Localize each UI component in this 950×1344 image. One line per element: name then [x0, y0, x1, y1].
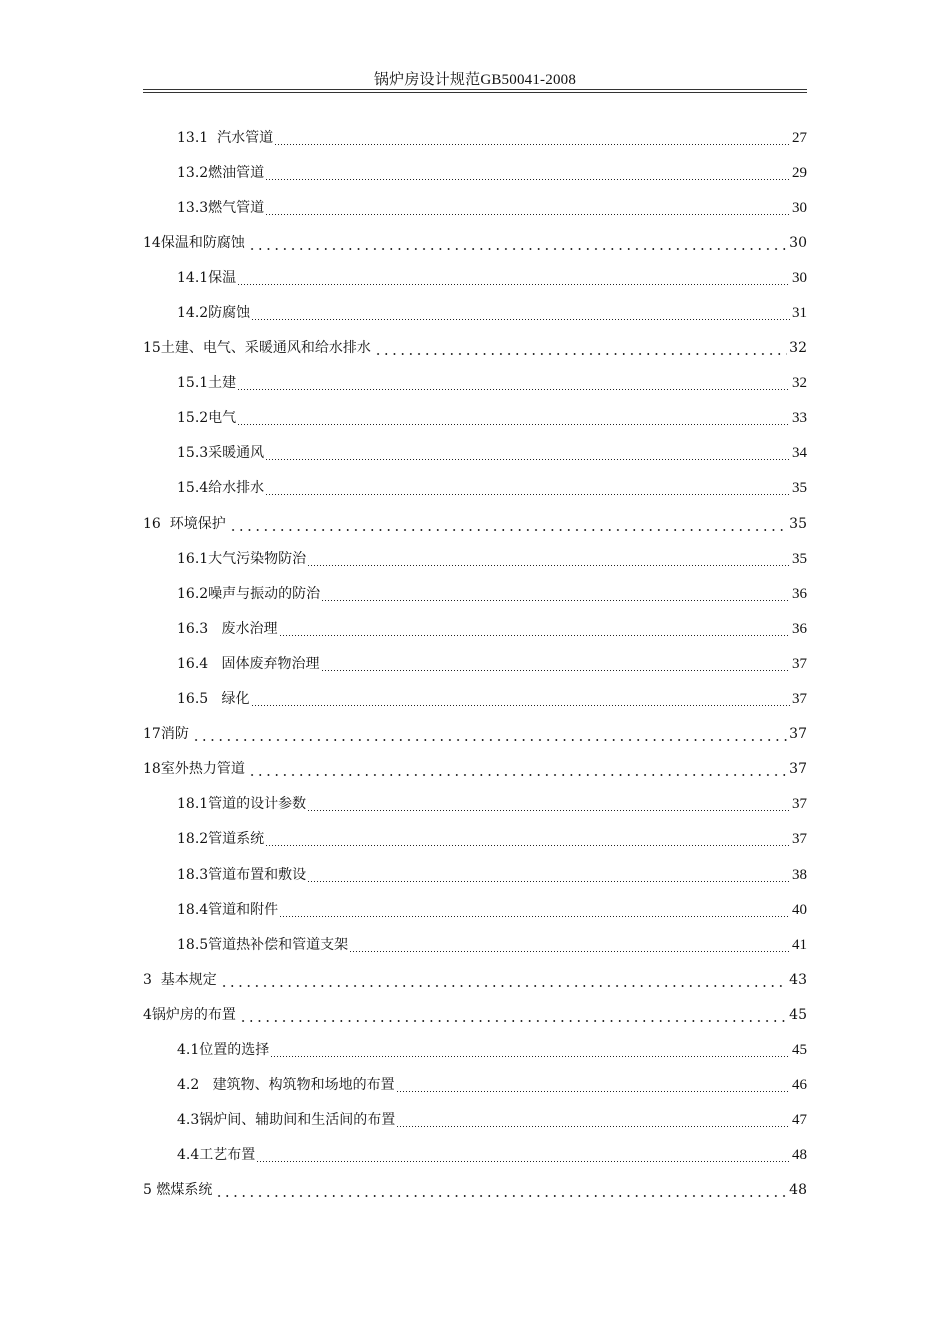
toc-entry-page-number: 40	[792, 901, 807, 918]
toc-entry-title: 13.1 汽水管道	[177, 129, 274, 146]
toc-entry-page-number: 35	[789, 515, 807, 532]
toc-section-entry[interactable]	[143, 1068, 807, 1103]
toc-entry-page-number: 27	[792, 129, 807, 146]
toc-entry-title: 18.3管道布置和敷设	[177, 866, 307, 883]
toc-entry-title: 4.3锅炉间、辅助间和生活间的布置	[177, 1112, 396, 1129]
toc-entry-page-number: 37	[789, 761, 807, 778]
toc-entry-page-number: 35	[792, 550, 807, 567]
toc-entry-title: 18室外热力管道	[143, 761, 245, 778]
toc-chapter-entry[interactable]	[143, 225, 807, 260]
toc-entry-page-number: 30	[789, 234, 807, 251]
toc-dot-leader	[372, 338, 787, 358]
toc-entry-title: 18.5管道热补偿和管道支架	[177, 936, 349, 953]
toc-section-entry[interactable]	[143, 295, 807, 330]
toc-entry-title: 13.2燃油管道	[177, 164, 265, 181]
toc-entry-title: 16.2噪声与振动的防治	[177, 585, 321, 602]
toc-section-entry[interactable]	[143, 541, 807, 576]
toc-entry-page-number: 46	[792, 1077, 807, 1094]
toc-section-entry[interactable]	[143, 822, 807, 857]
toc-entry-page-number: 36	[792, 585, 807, 602]
toc-entry-title: 15.1土建	[177, 375, 237, 392]
toc-dot-leader	[307, 549, 790, 569]
toc-section-entry[interactable]	[143, 120, 807, 155]
toc-dot-leader	[396, 1075, 790, 1095]
toc-dot-leader	[237, 408, 790, 428]
toc-entry-page-number: 32	[792, 375, 807, 392]
toc-section-entry[interactable]	[143, 787, 807, 822]
toc-entry-title: 16.1大气污染物防治	[177, 550, 307, 567]
toc-entry-title: 15土建、电气、采暖通风和给水排水	[143, 340, 371, 357]
toc-dot-leader	[270, 1040, 790, 1060]
toc-entry-page-number: 35	[792, 480, 807, 497]
toc-chapter-entry[interactable]	[143, 752, 807, 787]
toc-section-entry[interactable]	[143, 927, 807, 962]
toc-entry-title: 14.1保温	[177, 269, 237, 286]
toc-section-entry[interactable]	[143, 471, 807, 506]
toc-entry-page-number: 43	[789, 971, 807, 988]
toc-section-entry[interactable]	[143, 401, 807, 436]
toc-dot-leader	[265, 829, 790, 849]
toc-dot-leader	[349, 935, 790, 955]
toc-chapter-entry[interactable]	[143, 1173, 807, 1208]
toc-dot-leader	[218, 970, 787, 990]
toc-entry-title: 16.4 固体废弃物治理	[177, 655, 320, 672]
toc-dot-leader	[279, 900, 790, 920]
toc-entry-title: 15.4给水排水	[177, 480, 265, 497]
toc-entry-page-number: 34	[792, 445, 807, 462]
toc-dot-leader	[321, 584, 790, 604]
toc-section-entry[interactable]	[143, 1138, 807, 1173]
toc-section-entry[interactable]	[143, 155, 807, 190]
toc-chapter-entry[interactable]	[143, 997, 807, 1032]
toc-entry-page-number: 45	[789, 1006, 807, 1023]
toc-chapter-entry[interactable]	[143, 331, 807, 366]
toc-dot-leader	[265, 478, 790, 498]
toc-section-entry[interactable]	[143, 682, 807, 717]
toc-entry-title: 18.1管道的设计参数	[177, 796, 307, 813]
toc-entry-title: 13.3燃气管道	[177, 199, 265, 216]
toc-dot-leader	[237, 268, 790, 288]
toc-dot-leader	[396, 1110, 790, 1130]
toc-dot-leader	[321, 654, 790, 674]
toc-entry-title: 4.4工艺布置	[177, 1147, 256, 1164]
toc-entry-title: 15.2电气	[177, 410, 237, 427]
toc-entry-page-number: 36	[792, 620, 807, 637]
toc-entry-page-number: 47	[792, 1112, 807, 1129]
toc-entry-page-number: 30	[792, 199, 807, 216]
toc-entry-title: 18.4管道和附件	[177, 901, 279, 918]
toc-dot-leader	[251, 303, 790, 323]
toc-entry-page-number: 48	[792, 1147, 807, 1164]
toc-dot-leader	[265, 198, 790, 218]
toc-entry-title: 4锅炉房的布置	[143, 1006, 236, 1023]
toc-entry-page-number: 30	[792, 269, 807, 286]
toc-entry-page-number: 37	[792, 655, 807, 672]
toc-chapter-entry[interactable]	[143, 506, 807, 541]
toc-entry-page-number: 41	[792, 936, 807, 953]
toc-dot-leader	[256, 1145, 790, 1165]
toc-section-entry[interactable]	[143, 576, 807, 611]
toc-section-entry[interactable]	[143, 1032, 807, 1067]
toc-entry-title: 16.3 废水治理	[177, 620, 278, 637]
toc-dot-leader	[190, 724, 787, 744]
toc-entry-page-number: 37	[792, 831, 807, 848]
toc-entry-title: 16.5 绿化	[177, 691, 250, 708]
toc-entry-page-number: 37	[789, 726, 807, 743]
toc-dot-leader	[307, 865, 790, 885]
toc-entry-title: 16 环境保护	[143, 515, 226, 532]
toc-entry-title: 4.2 建筑物、构筑物和场地的布置	[177, 1077, 395, 1094]
toc-section-entry[interactable]	[143, 190, 807, 225]
page-header-title: 锅炉房设计规范GB50041-2008	[373, 72, 577, 88]
toc-entry-page-number: 37	[792, 691, 807, 708]
toc-entry-page-number: 31	[792, 305, 807, 322]
toc-entry-page-number: 32	[789, 340, 807, 357]
header-rule	[143, 89, 807, 90]
toc-dot-leader	[246, 233, 787, 253]
toc-dot-leader	[265, 443, 790, 463]
toc-section-entry[interactable]	[143, 436, 807, 471]
toc-entry-title: 14保温和防腐蚀	[143, 234, 245, 251]
toc-entry-title: 14.2防腐蚀	[177, 305, 251, 322]
toc-entry-page-number: 29	[792, 164, 807, 181]
toc-dot-leader	[265, 163, 790, 183]
toc-entry-page-number: 48	[789, 1182, 807, 1199]
toc-dot-leader	[237, 373, 790, 393]
toc-chapter-entry[interactable]	[143, 717, 807, 752]
toc-section-entry[interactable]	[143, 857, 807, 892]
toc-entry-page-number: 33	[792, 410, 807, 427]
toc-dot-leader	[307, 794, 790, 814]
toc-entry-title: 4.1位置的选择	[177, 1041, 270, 1058]
toc-entry-title: 17消防	[143, 726, 189, 743]
toc-dot-leader	[213, 1180, 787, 1200]
toc-entry-page-number: 37	[792, 796, 807, 813]
toc-section-entry[interactable]	[143, 260, 807, 295]
toc-dot-leader	[237, 1005, 787, 1025]
toc-section-entry[interactable]	[143, 646, 807, 681]
toc-dot-leader	[227, 514, 787, 534]
toc-dot-leader	[251, 689, 790, 709]
table-of-contents	[143, 120, 807, 1208]
toc-entry-title: 18.2管道系统	[177, 831, 265, 848]
toc-section-entry[interactable]	[143, 366, 807, 401]
toc-section-entry[interactable]	[143, 892, 807, 927]
toc-dot-leader	[274, 128, 790, 148]
toc-entry-title: 5 燃煤系统	[143, 1182, 213, 1199]
toc-entry-page-number: 45	[792, 1041, 807, 1058]
toc-dot-leader	[246, 759, 787, 779]
toc-chapter-entry[interactable]	[143, 962, 807, 997]
header-rule-secondary	[143, 92, 807, 93]
toc-section-entry[interactable]	[143, 611, 807, 646]
toc-dot-leader	[279, 619, 790, 639]
toc-entry-page-number: 38	[792, 866, 807, 883]
toc-section-entry[interactable]	[143, 1103, 807, 1138]
toc-entry-title: 3 基本规定	[143, 971, 217, 988]
toc-entry-title: 15.3采暖通风	[177, 445, 265, 462]
